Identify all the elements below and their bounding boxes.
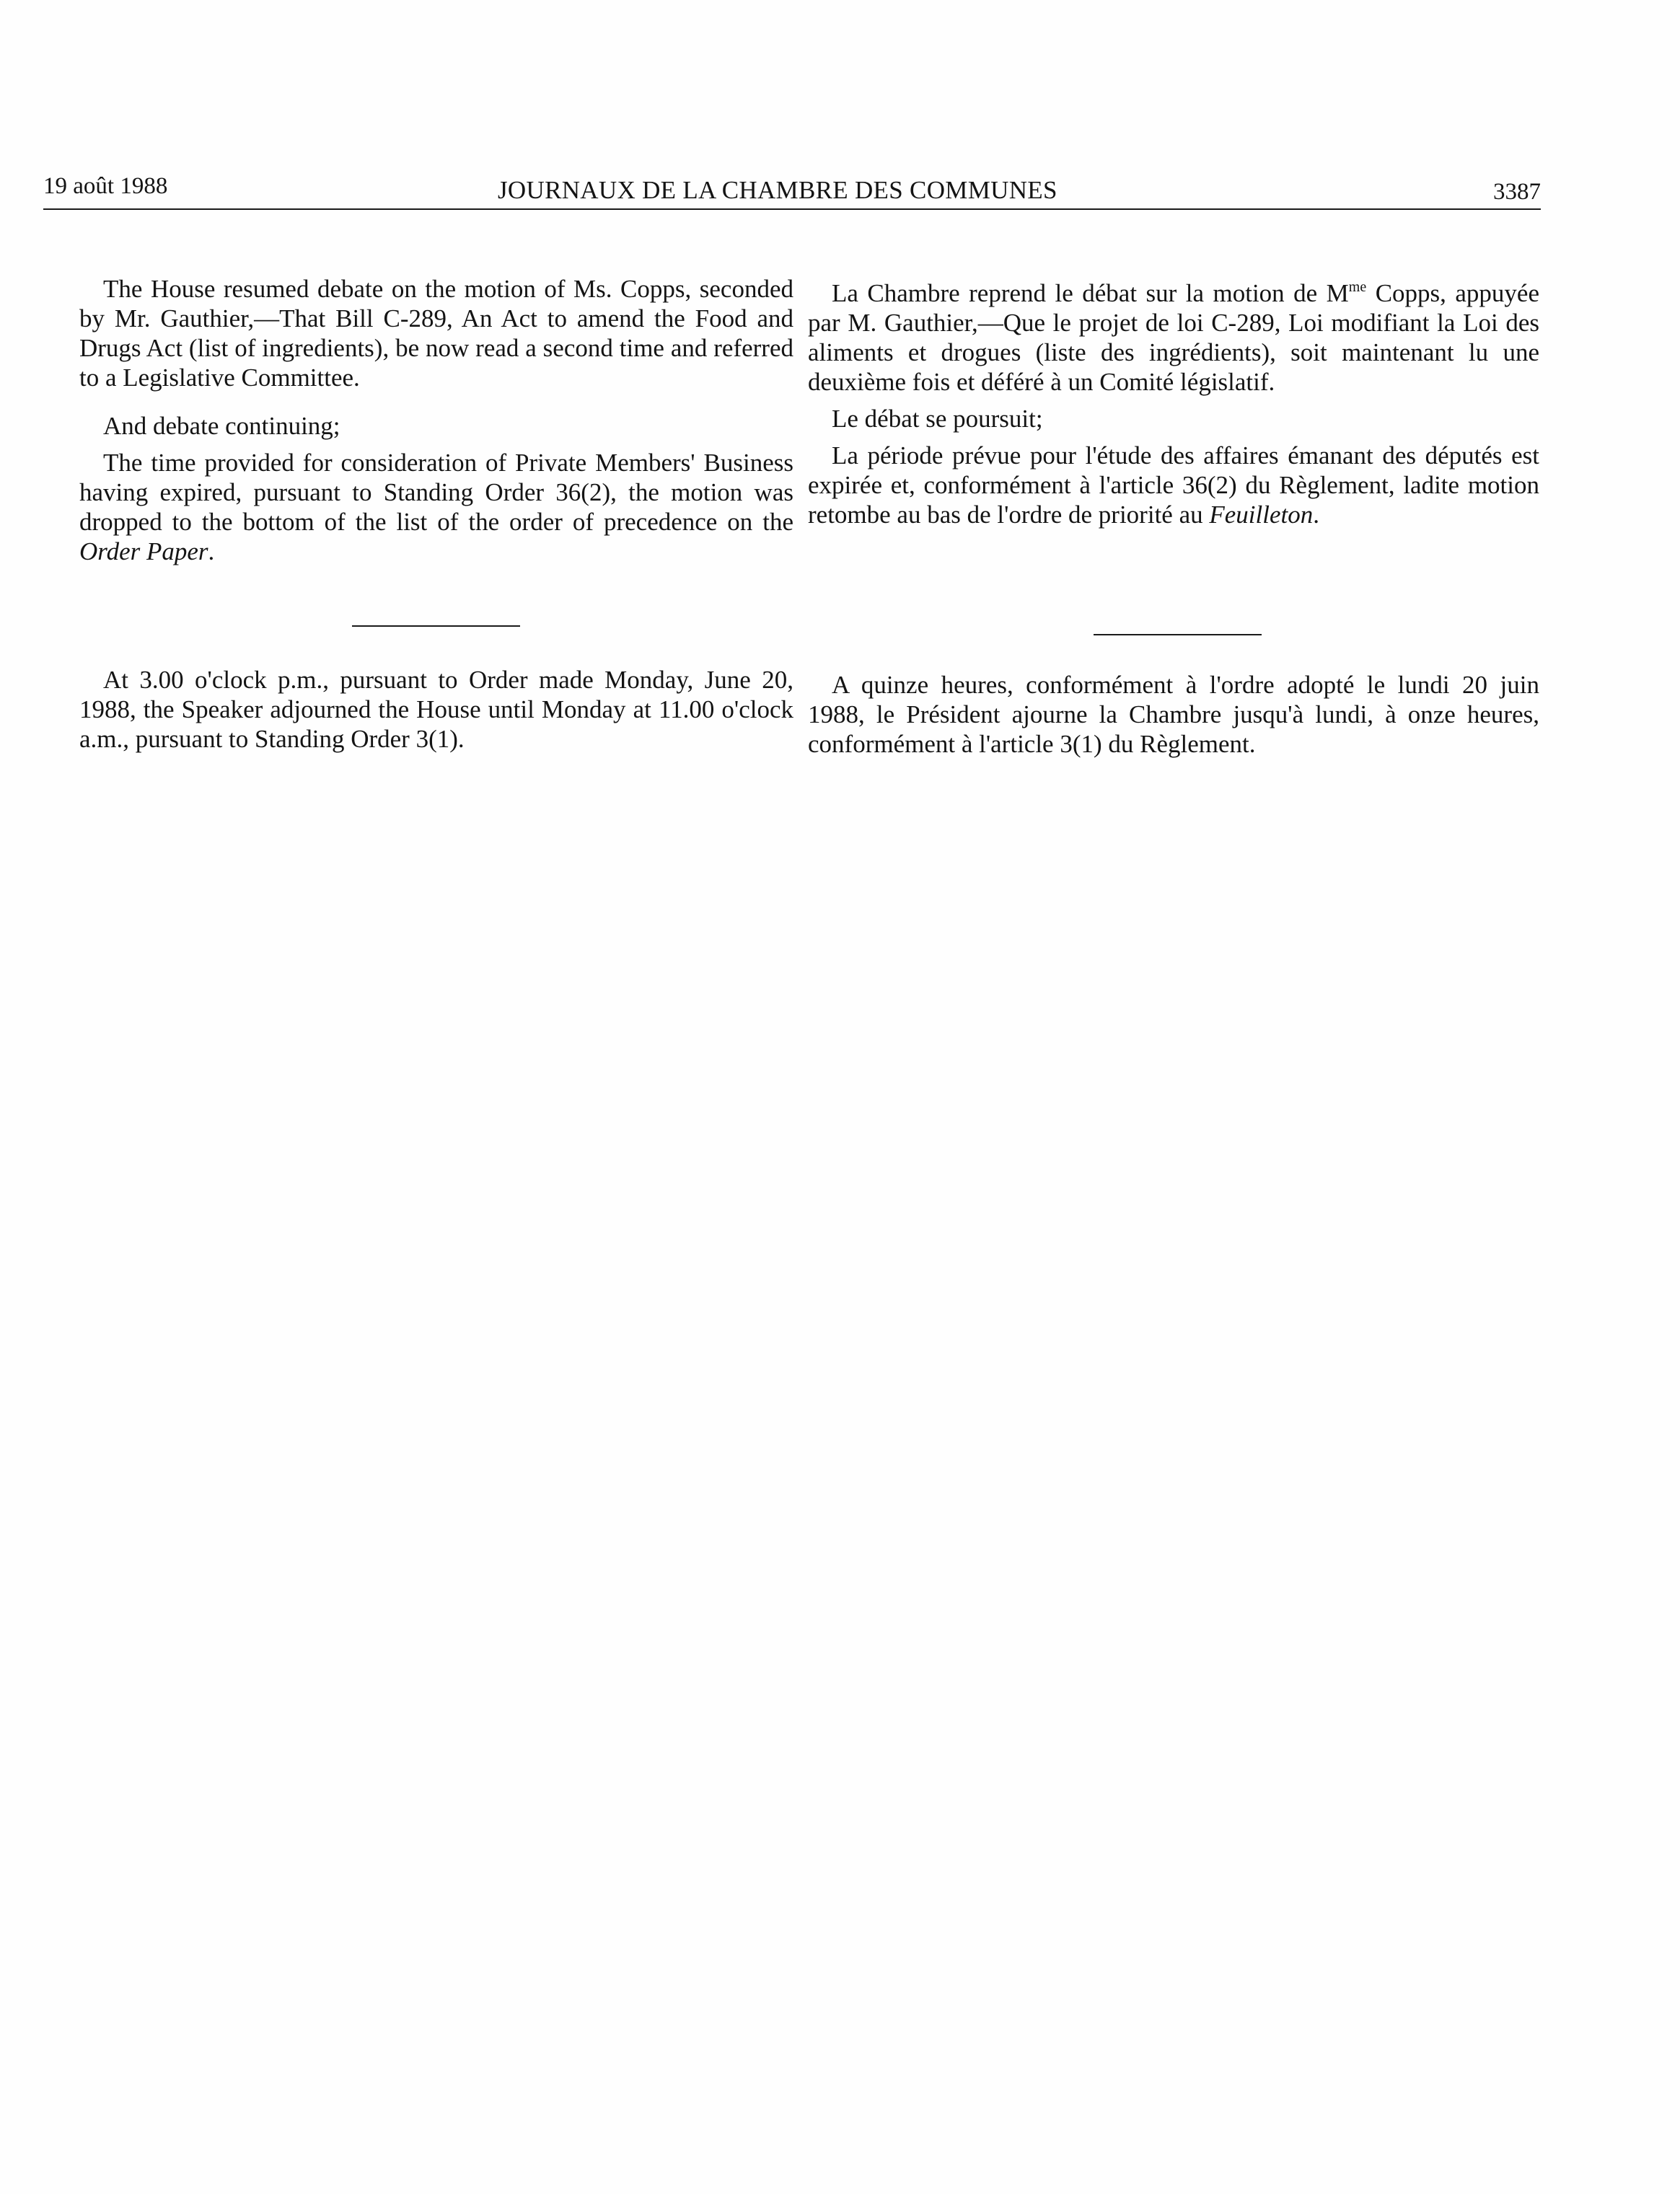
french-column-lower: [808, 670, 1539, 759]
feuilleton-title: Feuilleton: [1209, 501, 1314, 529]
order-paper-title: Order Paper: [79, 537, 208, 565]
french-column-upper: [808, 278, 1539, 529]
english-paragraph-debate-continuing: And debate continuing;: [103, 412, 340, 440]
english-column-lower: [79, 665, 793, 754]
french-paragraph-adjournment: A quinze heures, conformément à l'ordre adopté le lundi 20 juin 1988, le Président ajourne la Chambre jusqu'à lundi, à onze heures, conformément à l'article 3(1) du Règlement.: [808, 671, 1539, 758]
french-para1-rest: Copps, appuyée par M. Gauthier,—Que le projet de loi C-289, Loi modifiant la Loi des aliments et drogues (liste des ingrédients), soit maintenant lu une deuxième fois et déféré à un Comité législatif.: [808, 279, 1539, 396]
page-number: 3387: [1493, 179, 1541, 205]
header-date: 19 août 1988: [43, 173, 168, 199]
english-paragraph-time-expired: [79, 448, 793, 566]
english-paragraph-resumed-debate: The House resumed debate on the motion of Ms. Copps, seconded by Mr. Gauthier,—That Bill C-289, An Act to amend the Food and Drugs Act (list of ingredients), be now read a second time and referred to a Legislative Committee.: [79, 275, 793, 392]
english-paragraph-adjournment: At 3.00 o'clock p.m., pursuant to Order made Monday, June 20, 1988, the Speaker adjourned the House until Monday at 11.00 o'clock a.m., pursuant to Standing Order 3(1).: [79, 666, 793, 753]
english-para3-end: .: [208, 537, 215, 565]
french-para1-text: La Chambre reprend le débat sur la motion de M: [832, 279, 1349, 307]
french-paragraph-resumed-debate: [808, 278, 1539, 397]
french-section-separator: [1094, 634, 1262, 635]
english-para3-text: The time provided for consideration of Private Members' Business having expired, pursuant to Standing Order 36(2), the motion was dropped to the bottom of the list of the order of precedence on the: [79, 449, 793, 536]
french-paragraph-time-expired: [808, 441, 1539, 529]
french-para3-end: .: [1313, 501, 1319, 529]
english-section-separator: [352, 625, 520, 627]
french-paragraph-debate-continuing: Le débat se poursuit;: [832, 405, 1043, 433]
english-column-upper: [79, 274, 793, 566]
header-title: JOURNAUX DE LA CHAMBRE DES COMMUNES: [498, 176, 1057, 204]
page-header: [43, 172, 1541, 213]
french-title-superscript: me: [1348, 279, 1367, 295]
french-para3-text: La période prévue pour l'étude des affaires émanant des députés est expirée et, conformément à l'article 36(2) du Règlement, ladite motion retombe au bas de l'ordre de priorité au: [808, 441, 1539, 529]
header-rule: [43, 208, 1541, 210]
